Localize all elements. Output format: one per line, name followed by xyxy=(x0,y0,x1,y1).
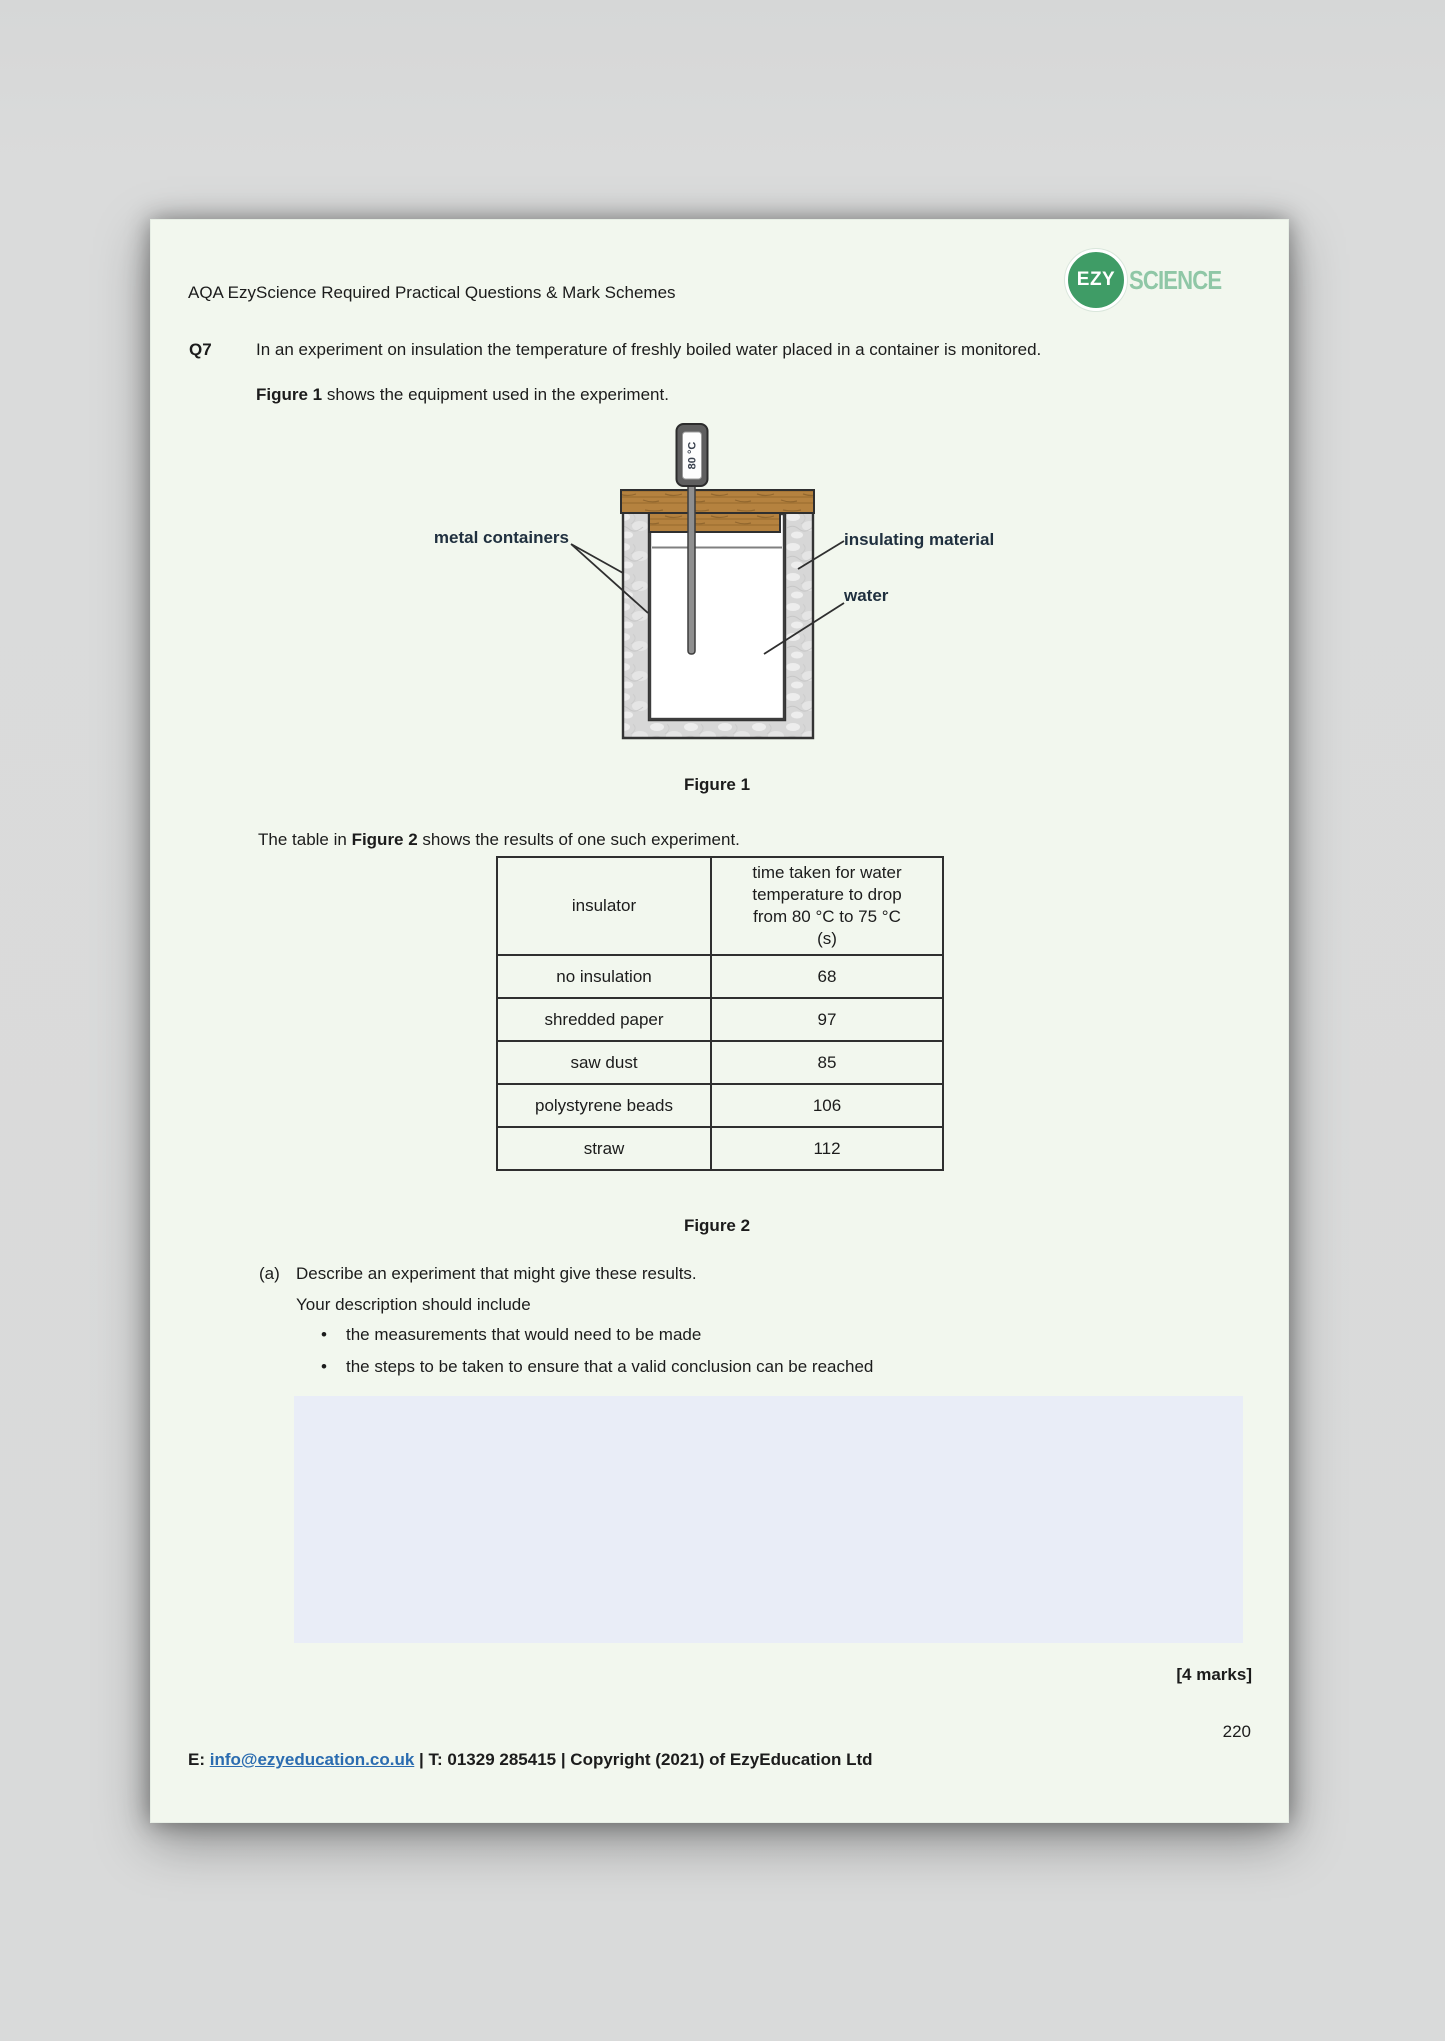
cell-insulator: polystyrene beads xyxy=(497,1084,711,1127)
table-intro-pre: The table in xyxy=(258,830,352,849)
bullet-dot-icon: • xyxy=(321,1357,327,1376)
outer-lid xyxy=(621,490,814,513)
part-a-label: (a) xyxy=(259,1264,280,1283)
bullet-item xyxy=(321,1356,1121,1378)
cell-insulator: shredded paper xyxy=(497,998,711,1041)
inner-lid xyxy=(649,513,780,532)
marks-badge: [4 marks] xyxy=(1176,1665,1252,1684)
bullet-text: the measurements that would need to be made xyxy=(346,1325,702,1344)
cell-insulator: straw xyxy=(497,1127,711,1170)
figure1-intro-rest: shows the equipment used in the experiment. xyxy=(322,385,669,404)
part-a-sub-prompt: Your description should include xyxy=(296,1295,531,1314)
ezyscience-logo xyxy=(1065,248,1265,312)
results-table xyxy=(496,856,944,1171)
part-a-prompt: Describe an experiment that might give these results. xyxy=(296,1264,697,1283)
cell-insulator: saw dust xyxy=(497,1041,711,1084)
page-number: 220 xyxy=(1222,1722,1251,1741)
table-intro-text xyxy=(258,829,958,851)
figure1-intro-bold: Figure 1 xyxy=(256,385,323,404)
footer-contact-line xyxy=(188,1749,1188,1771)
figure1-caption: Figure 1 xyxy=(683,775,751,794)
cell-time: 68 xyxy=(711,955,943,998)
table-row xyxy=(497,1127,943,1170)
header-time-line1: time taken for water xyxy=(752,863,902,882)
answer-box xyxy=(294,1396,1243,1643)
header-time-line4: (s) xyxy=(817,929,837,948)
question-intro-text: In an experiment on insulation the temperature of freshly boiled water placed in a container is monitored. xyxy=(256,340,1042,359)
bullet-item xyxy=(321,1324,1121,1346)
question-number: Q7 xyxy=(189,340,212,359)
table-row xyxy=(497,998,943,1041)
header-time-line3: from 80 °C to 75 °C xyxy=(753,907,901,926)
table-intro-post: shows the results of one such experiment. xyxy=(417,830,740,849)
thermometer-reading: 80 °C xyxy=(686,441,699,470)
table-header-row xyxy=(497,857,943,955)
table-intro-bold: Figure 2 xyxy=(351,830,418,849)
logo-circle-icon xyxy=(1065,249,1127,311)
footer-email-link[interactable]: info@ezyeducation.co.uk xyxy=(209,1750,415,1769)
figure1-intro-text xyxy=(256,384,956,406)
logo-word: SCIENCE xyxy=(1129,264,1222,295)
label-insulating-material: insulating material xyxy=(844,530,995,549)
cell-time: 85 xyxy=(711,1041,943,1084)
table-row xyxy=(497,1041,943,1084)
bullet-dot-icon: • xyxy=(321,1325,327,1344)
header-time xyxy=(711,857,943,955)
label-metal-containers: metal containers xyxy=(433,528,569,547)
figure1-diagram xyxy=(411,420,1031,770)
inner-container xyxy=(650,514,784,719)
thermometer-stem xyxy=(688,484,695,654)
cell-time: 106 xyxy=(711,1084,943,1127)
footer-contact-rest: | T: 01329 285415 | Copyright (2021) of EzyEducation Ltd xyxy=(414,1750,873,1769)
bullet-text: the steps to be taken to ensure that a valid conclusion can be reached xyxy=(346,1357,874,1376)
worksheet-page xyxy=(150,219,1289,1823)
page-title: AQA EzyScience Required Practical Questions & Mark Schemes xyxy=(188,283,676,302)
header-insulator: insulator xyxy=(497,857,711,955)
label-water: water xyxy=(844,586,889,605)
cell-insulator: no insulation xyxy=(497,955,711,998)
header-time-line2: temperature to drop xyxy=(752,885,902,904)
figure2-caption: Figure 2 xyxy=(683,1216,751,1235)
logo-badge-text: EZY xyxy=(1076,269,1116,290)
cell-time: 112 xyxy=(711,1127,943,1170)
cell-time: 97 xyxy=(711,998,943,1041)
table-row xyxy=(497,955,943,998)
footer-email-prefix: E: xyxy=(188,1750,210,1769)
table-row xyxy=(497,1084,943,1127)
